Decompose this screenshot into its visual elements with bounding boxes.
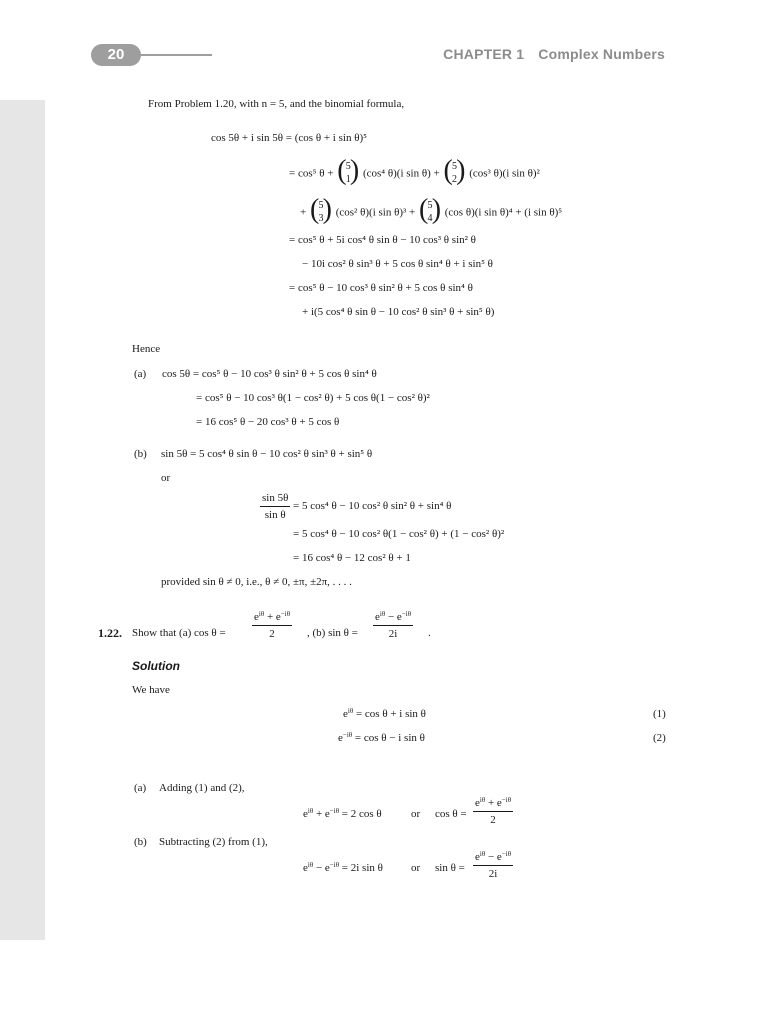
solution-b-or: or	[411, 862, 421, 874]
part-b-line-4: = 16 cos⁴ θ − 12 cos² θ + 1	[293, 552, 411, 564]
part-a-label: (a)	[134, 368, 147, 380]
part-a-line-1: cos 5θ = cos⁵ θ − 10 cos³ θ sin² θ + 5 cos θ sin⁴ θ	[162, 368, 377, 380]
solution-b-label: (b)	[134, 836, 147, 848]
binomial-5-2: ( 5 2 )	[443, 155, 466, 186]
solution-a-result-lhs: cos θ =	[435, 808, 467, 820]
binomial-5-4: ( 5 4 )	[419, 194, 442, 225]
expansion-line-3: + ( 5 3 ) (cos² θ)(i sin θ)³ + ( 5 4 ) (cos θ)(i sin θ)⁴ + (i sin θ)⁵	[300, 194, 563, 225]
problem-end: .	[428, 627, 431, 639]
binomial-5-1: ( 5 1 )	[337, 155, 360, 186]
problem-frac-a: $e^{i\theta} + e^{-i\theta}$ 2	[254, 610, 291, 640]
solution-b-result-fraction: $e^{i\theta} - e^{-i\theta}$ 2i	[475, 850, 512, 880]
equation-2: $e^{-i\theta} = \cos \theta - i$ sin θ	[338, 731, 425, 744]
binomial-5-3: ( 5 3 )	[309, 194, 332, 225]
part-a-line-2: = cos⁵ θ − 10 cos³ θ(1 − cos² θ) + 5 cos θ(1 − cos² θ)²	[196, 392, 430, 404]
expansion-lhs: cos 5θ + i sin 5θ = (cos θ + i sin θ)⁵	[211, 132, 367, 144]
sin5-over-sin-fraction: $\frac{\sin 5\theta}{\text{sin θ}}$	[262, 492, 289, 521]
expansion-line-2: = cos⁵ θ + ( 5 1 ) (cos⁴ θ)(i sin θ) + ( 5 2 ) (cos³ θ)(i sin θ)²	[289, 155, 540, 186]
equation-1: $e^{i\theta} = \cos \theta + i$ sin θ	[343, 707, 426, 720]
expansion-line-4: = cos⁵ θ + 5i cos⁴ θ sin θ − 10 cos³ θ sin² θ	[289, 234, 476, 246]
part-b-line-3: = 5 cos⁴ θ − 10 cos² θ(1 − cos² θ) + (1 − cos² θ)²	[293, 528, 505, 540]
expansion-line-5: − 10i cos² θ sin³ θ + 5 cos θ sin⁴ θ + i sin⁵ θ	[302, 258, 493, 270]
solution-a-equation: $e^{i\theta} + e^{-i\theta} = 2$ cos θ	[303, 807, 382, 820]
solution-heading: Solution	[132, 659, 180, 673]
header-rule	[140, 54, 212, 56]
equation-1-tag: (1)	[653, 708, 666, 720]
we-have-text: We have	[132, 684, 170, 696]
part-b-provided: provided sin θ ≠ 0, i.e., θ ≠ 0, ±π, ±2π, . . . .	[161, 576, 352, 588]
part-b-line-1: sin 5θ = 5 cos⁴ θ sin θ − 10 cos² θ sin³ θ + sin⁵ θ	[161, 448, 373, 460]
part-a-line-3: = 16 cos⁵ θ − 20 cos³ θ + 5 cos θ	[196, 416, 340, 428]
solution-a-result-fraction: $e^{i\theta} + e^{-i\theta}$ 2	[475, 796, 512, 826]
expansion-line-7: + i(5 cos⁴ θ sin θ − 10 cos² θ sin³ θ + sin⁵ θ)	[302, 306, 495, 318]
problem-number: 1.22.	[98, 626, 122, 640]
solution-a-label: (a)	[134, 782, 147, 794]
running-header	[443, 46, 665, 62]
problem-frac-b: $e^{i\theta} - e^{-i\theta}$ 2i	[375, 610, 412, 640]
solution-b-text: Subtracting (2) from (1),	[159, 836, 268, 848]
problem-text-b: , (b) sin θ =	[307, 627, 358, 639]
solution-a-or: or	[411, 808, 421, 820]
chapter-title: Complex Numbers	[538, 46, 665, 62]
solution-a-text: Adding (1) and (2),	[159, 782, 245, 794]
solution-b-result-lhs: sin θ =	[435, 862, 465, 874]
equation-2-tag: (2)	[653, 732, 666, 744]
chapter-label: CHAPTER 1	[443, 46, 525, 62]
hence-text: Hence	[132, 343, 161, 355]
expansion-line-6: = cos⁵ θ − 10 cos³ θ sin² θ + 5 cos θ sin⁴ θ	[289, 282, 473, 294]
page-number-badge: 20	[91, 44, 141, 66]
solution-b-equation: $e^{i\theta} - e^{-i\theta} = 2i$ sin θ	[303, 861, 383, 874]
part-b-label: (b)	[134, 448, 147, 460]
part-b-line-2: = 5 cos⁴ θ − 10 cos² θ sin² θ + sin⁴ θ	[293, 500, 452, 512]
intro-text: From Problem 1.20, with n = 5, and the binomial formula,	[148, 98, 405, 110]
margin-strip	[0, 100, 45, 940]
problem-text-a: Show that (a) cos θ =	[132, 627, 226, 639]
part-b-or: or	[161, 472, 171, 484]
